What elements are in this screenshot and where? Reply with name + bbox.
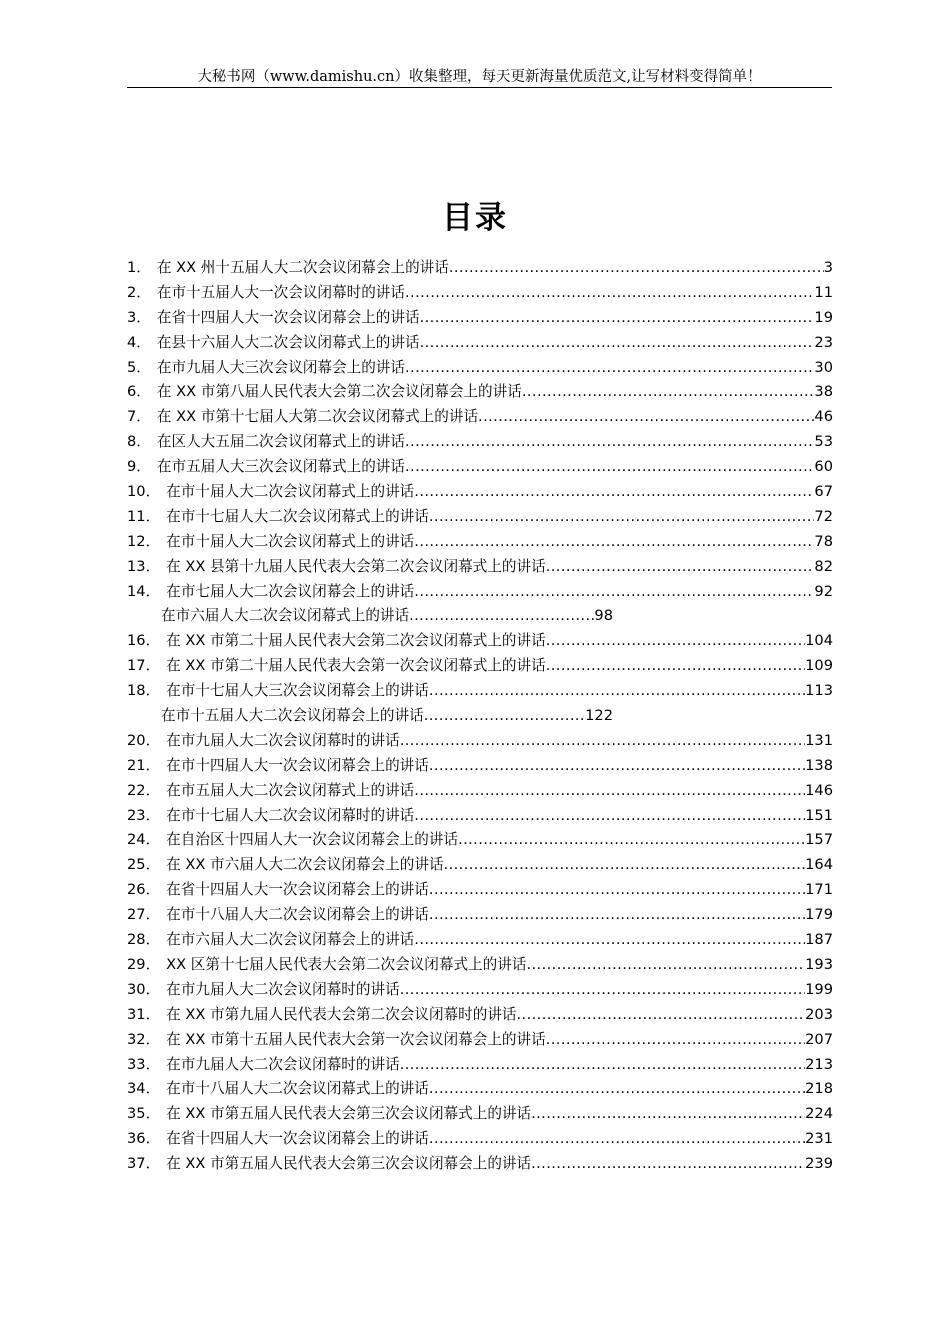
toc-entry-number: 26． — [127, 881, 161, 899]
toc-page-number[interactable]: 72 — [814, 507, 833, 525]
toc-entry-title[interactable]: 在 XX 市第十五届人民代表大会第一次会议闭幕会上的讲话 — [166, 1030, 546, 1048]
toc-entry-title[interactable]: 在省十四届人大一次会议闭幕会上的讲话 — [166, 1130, 429, 1148]
toc-dot-leader — [414, 530, 814, 555]
toc-page-number[interactable]: 60 — [814, 458, 833, 476]
toc-entry-number: 29． — [127, 955, 161, 973]
toc-entry[interactable] — [127, 878, 833, 903]
toc-entry-number: 1． — [127, 259, 151, 276]
toc-page-number[interactable]: 146 — [805, 781, 833, 799]
toc-page-number[interactable]: 67 — [814, 483, 833, 501]
toc-entry-title[interactable]: 在 XX 市六届人大二次会议闭幕会上的讲话 — [166, 856, 444, 874]
toc-dot-leader — [420, 331, 815, 356]
toc-entry[interactable] — [127, 555, 833, 580]
toc-entry-number: 23． — [127, 806, 161, 824]
toc-entry[interactable] — [127, 754, 833, 779]
toc-page-number[interactable]: 239 — [805, 1155, 833, 1173]
toc-entry-number: 36． — [127, 1130, 161, 1148]
toc-dot-leader — [400, 978, 805, 1003]
toc-dot-leader — [458, 828, 805, 853]
toc-entry-title[interactable]: 在市十届人大二次会议闭幕式上的讲话 — [166, 532, 415, 550]
toc-entry-number: 20． — [127, 731, 161, 749]
toc-dot-leader — [546, 555, 815, 580]
toc-entry[interactable] — [127, 256, 833, 281]
toc-entry[interactable] — [127, 779, 833, 804]
toc-dot-leader — [414, 928, 805, 953]
toc-dot-leader — [405, 455, 814, 480]
toc-page-number[interactable]: 199 — [805, 980, 833, 998]
toc-page-number[interactable]: 46 — [814, 408, 833, 426]
toc-entry-number: 33． — [127, 1055, 161, 1073]
toc-entry-number: 37． — [127, 1155, 161, 1173]
toc-dot-leader — [546, 629, 805, 654]
toc-entry-title[interactable]: 在 XX 市第八届人民代表大会第二次会议闭幕会上的讲话 — [156, 383, 522, 401]
toc-dot-leader — [526, 953, 805, 978]
page-header: 大秘书网（www.damishu.cn）收集整理，每天更新海量优质范文,让写材料变得简单！ — [197, 69, 762, 85]
toc-entry-title[interactable]: 在 XX 州十五届人大二次会议闭幕会上的讲话 — [156, 259, 449, 276]
toc-entry[interactable] — [127, 1028, 833, 1053]
toc-entry[interactable] — [127, 580, 833, 605]
toc-page-number[interactable]: 187 — [805, 931, 833, 949]
toc-dot-leader — [444, 853, 806, 878]
toc-entry[interactable] — [127, 480, 833, 505]
toc-page-number[interactable]: 23 — [814, 333, 833, 351]
toc-dot-leader — [400, 729, 805, 754]
toc-entry-title[interactable]: 在省十四届人大一次会议闭幕会上的讲话 — [166, 881, 429, 899]
toc-entry-title[interactable]: 在市十八届人大二次会议闭幕式上的讲话 — [166, 1080, 429, 1098]
toc-dot-leader — [429, 1077, 805, 1102]
toc-page-number[interactable]: 104 — [805, 632, 833, 650]
toc-page-number[interactable]: 231 — [805, 1130, 833, 1148]
page-title: 目录 — [442, 200, 508, 236]
toc-page-number[interactable]: 78 — [814, 532, 833, 550]
toc-entry[interactable] — [127, 978, 833, 1003]
toc-page-number[interactable]: 11 — [814, 283, 833, 301]
toc-dot-leader — [405, 281, 814, 306]
toc-entry-title[interactable]: 在市五届人大三次会议闭幕式上的讲话 — [156, 458, 405, 476]
toc-entry-title[interactable]: 在 XX 市第五届人民代表大会第三次会议闭幕会上的讲话 — [166, 1155, 532, 1173]
toc-entry-number: 24． — [127, 831, 161, 849]
toc-entry-number: 11． — [127, 507, 161, 525]
toc-entry[interactable] — [127, 804, 833, 829]
toc-page-number[interactable]: 151 — [805, 806, 833, 824]
header-rule — [127, 87, 832, 88]
toc-entry[interactable] — [127, 704, 613, 729]
toc-entry-title[interactable]: 在市十届人大二次会议闭幕式上的讲话 — [166, 483, 415, 501]
toc-dot-leader — [531, 1152, 805, 1177]
toc-entry[interactable] — [127, 654, 833, 679]
toc-entry-number: 7． — [127, 408, 151, 426]
toc-entry[interactable] — [127, 505, 833, 530]
toc-entry-number: 13． — [127, 557, 161, 575]
toc-entry-title[interactable]: 在市七届人大二次会议闭幕会上的讲话 — [166, 582, 415, 600]
toc-entry-title[interactable]: 在区人大五届二次会议闭幕式上的讲话 — [156, 433, 405, 451]
toc-page-number[interactable]: 157 — [805, 831, 833, 849]
toc-page-number[interactable]: 38 — [814, 383, 833, 401]
toc-entry-number: 21． — [127, 756, 161, 774]
toc-entry-number: 2． — [127, 283, 151, 301]
toc-entry[interactable] — [127, 380, 833, 405]
toc-entry[interactable] — [127, 853, 833, 878]
toc-entry-number: 30． — [127, 980, 161, 998]
toc-entry[interactable] — [127, 1127, 833, 1152]
toc-page-number[interactable]: 98 — [594, 607, 613, 625]
toc-entry-number: 31． — [127, 1005, 161, 1023]
toc-entry[interactable] — [127, 306, 833, 331]
toc-entry-title[interactable]: 在市九届人大二次会议闭幕时的讲话 — [166, 980, 400, 998]
toc-dot-leader — [414, 804, 805, 829]
toc-dot-leader — [414, 779, 805, 804]
toc-entry-number: 6． — [127, 383, 151, 401]
toc-entry-number: 14． — [127, 582, 161, 600]
toc-entry[interactable] — [127, 1003, 833, 1028]
toc-page-number[interactable]: 122 — [585, 707, 613, 725]
toc-entry-title[interactable]: 在市十五届人大一次会议闭幕时的讲话 — [156, 283, 405, 301]
toc-dot-leader — [478, 405, 814, 430]
toc-entry-number: 34． — [127, 1080, 161, 1098]
toc-entry[interactable] — [127, 530, 833, 555]
toc-page-number[interactable]: 131 — [805, 731, 833, 749]
table-of-contents — [127, 256, 833, 1177]
toc-page-number[interactable]: 193 — [805, 955, 833, 973]
toc-dot-leader — [546, 654, 805, 679]
toc-page-number[interactable]: 213 — [805, 1055, 833, 1073]
toc-entry[interactable] — [127, 1152, 833, 1177]
toc-entry-title[interactable]: 在市十七届人大二次会议闭幕时的讲话 — [166, 806, 415, 824]
toc-entry-title[interactable]: 在市五届人大二次会议闭幕式上的讲话 — [166, 781, 415, 799]
toc-entry-title[interactable]: 在市九届人大二次会议闭幕时的讲话 — [166, 731, 400, 749]
toc-page-number[interactable]: 82 — [814, 557, 833, 575]
toc-entry-number: 17． — [127, 657, 161, 675]
toc-entry-number: 4． — [127, 333, 151, 351]
toc-entry[interactable] — [127, 903, 833, 928]
toc-dot-leader — [429, 754, 805, 779]
toc-page-number[interactable]: 207 — [805, 1030, 833, 1048]
toc-dot-leader — [429, 505, 815, 530]
toc-entry-number: 27． — [127, 906, 161, 924]
toc-entry[interactable] — [127, 679, 833, 704]
toc-page-number[interactable]: 224 — [805, 1105, 833, 1123]
toc-dot-leader — [429, 1127, 805, 1152]
toc-entry-number: 25． — [127, 856, 161, 874]
toc-entry-title[interactable]: 在市十八届人大二次会议闭幕会上的讲话 — [166, 906, 429, 924]
toc-entry[interactable] — [127, 629, 833, 654]
toc-entry-title[interactable]: 在市六届人大二次会议闭幕式上的讲话 — [161, 607, 410, 625]
toc-entry[interactable] — [127, 953, 833, 978]
toc-dot-leader — [522, 380, 815, 405]
toc-entry-number: 35． — [127, 1105, 161, 1123]
toc-entry-title[interactable]: 在省十四届人大一次会议闭幕会上的讲话 — [156, 308, 420, 326]
toc-entry-title[interactable]: 在市十七届人大三次会议闭幕会上的讲话 — [166, 682, 429, 700]
toc-page-number[interactable]: 30 — [814, 358, 833, 376]
toc-entry[interactable] — [127, 928, 833, 953]
toc-entry[interactable] — [127, 331, 833, 356]
toc-page-number[interactable]: 53 — [814, 433, 833, 451]
toc-entry-title[interactable]: 在市九届人大三次会议闭幕会上的讲话 — [156, 358, 405, 376]
toc-entry-number: 9． — [127, 458, 151, 476]
toc-entry[interactable] — [127, 405, 833, 430]
toc-page-number[interactable]: 19 — [814, 308, 833, 326]
toc-entry-number: 18． — [127, 682, 161, 700]
toc-entry[interactable] — [127, 729, 833, 754]
toc-entry[interactable] — [127, 281, 833, 306]
toc-page-number[interactable]: 218 — [805, 1080, 833, 1098]
toc-page-number[interactable]: 3 — [823, 259, 833, 276]
toc-dot-leader — [429, 903, 805, 928]
toc-entry[interactable] — [127, 828, 833, 853]
toc-entry-title[interactable]: 在自治区十四届人大一次会议闭幕会上的讲话 — [166, 831, 459, 849]
toc-entry-title[interactable]: 在 XX 市第五届人民代表大会第三次会议闭幕式上的讲话 — [166, 1105, 532, 1123]
toc-entry-number: 12． — [127, 532, 161, 550]
toc-entry-number: 16． — [127, 632, 161, 650]
toc-dot-leader — [429, 679, 805, 704]
toc-page-number[interactable]: 164 — [805, 856, 833, 874]
toc-dot-leader — [424, 704, 585, 729]
toc-page-number[interactable]: 138 — [805, 756, 833, 774]
toc-dot-leader — [531, 1102, 805, 1127]
toc-dot-leader — [409, 604, 594, 629]
toc-entry[interactable] — [127, 430, 833, 455]
toc-entry-number: 28． — [127, 931, 161, 949]
toc-entry[interactable] — [127, 1077, 833, 1102]
toc-dot-leader — [420, 306, 815, 331]
toc-page-number[interactable]: 109 — [805, 657, 833, 675]
toc-entry-number: 3． — [127, 308, 151, 326]
toc-page-number[interactable]: 113 — [805, 682, 833, 700]
toc-entry[interactable] — [127, 356, 833, 381]
toc-entry-number: 8． — [127, 433, 151, 451]
toc-entry-title[interactable]: 在市十四届人大一次会议闭幕会上的讲话 — [166, 756, 429, 774]
toc-entry-title[interactable]: 在市十七届人大二次会议闭幕式上的讲话 — [166, 507, 429, 525]
toc-dot-leader — [405, 430, 814, 455]
toc-dot-leader — [400, 1053, 805, 1078]
toc-dot-leader — [449, 256, 824, 281]
toc-entry-title[interactable]: 在县十六届人大二次会议闭幕式上的讲话 — [156, 333, 420, 351]
toc-dot-leader — [405, 356, 814, 381]
toc-dot-leader — [429, 878, 805, 903]
toc-entry-title[interactable]: 在 XX 市第十七届人大第二次会议闭幕式上的讲话 — [156, 408, 479, 426]
toc-dot-leader — [546, 1028, 805, 1053]
toc-entry[interactable] — [127, 604, 613, 629]
toc-entry[interactable] — [127, 1102, 833, 1127]
toc-page-number[interactable]: 179 — [805, 906, 833, 924]
toc-entry-number: 22． — [127, 781, 161, 799]
toc-entry-title[interactable]: 在 XX 县第十九届人民代表大会第二次会议闭幕式上的讲话 — [166, 557, 546, 575]
toc-dot-leader — [414, 580, 814, 605]
toc-entry-number: 10． — [127, 483, 161, 501]
toc-entry-title[interactable]: 在 XX 市第二十届人民代表大会第一次会议闭幕式上的讲话 — [166, 657, 546, 675]
toc-entry-title[interactable]: 在市六届人大二次会议闭幕会上的讲话 — [166, 931, 415, 949]
toc-entry-title[interactable]: 在市九届人大二次会议闭幕时的讲话 — [166, 1055, 400, 1073]
toc-page-number[interactable]: 92 — [814, 582, 833, 600]
toc-entry-title[interactable]: 在市十五届人大二次会议闭幕会上的讲话 — [161, 707, 424, 725]
toc-entry-title[interactable]: XX 区第十七届人民代表大会第二次会议闭幕式上的讲话 — [166, 955, 527, 973]
toc-dot-leader — [414, 480, 814, 505]
toc-entry-title[interactable]: 在 XX 市第九届人民代表大会第二次会议闭幕时的讲话 — [166, 1005, 517, 1023]
toc-page-number[interactable]: 171 — [805, 881, 833, 899]
toc-entry-title[interactable]: 在 XX 市第二十届人民代表大会第二次会议闭幕式上的讲话 — [166, 632, 546, 650]
toc-entry-number: 32． — [127, 1030, 161, 1048]
toc-dot-leader — [517, 1003, 806, 1028]
toc-entry[interactable] — [127, 1053, 833, 1078]
toc-entry[interactable] — [127, 455, 833, 480]
toc-entry-number: 5． — [127, 358, 151, 376]
toc-page-number[interactable]: 203 — [805, 1005, 833, 1023]
